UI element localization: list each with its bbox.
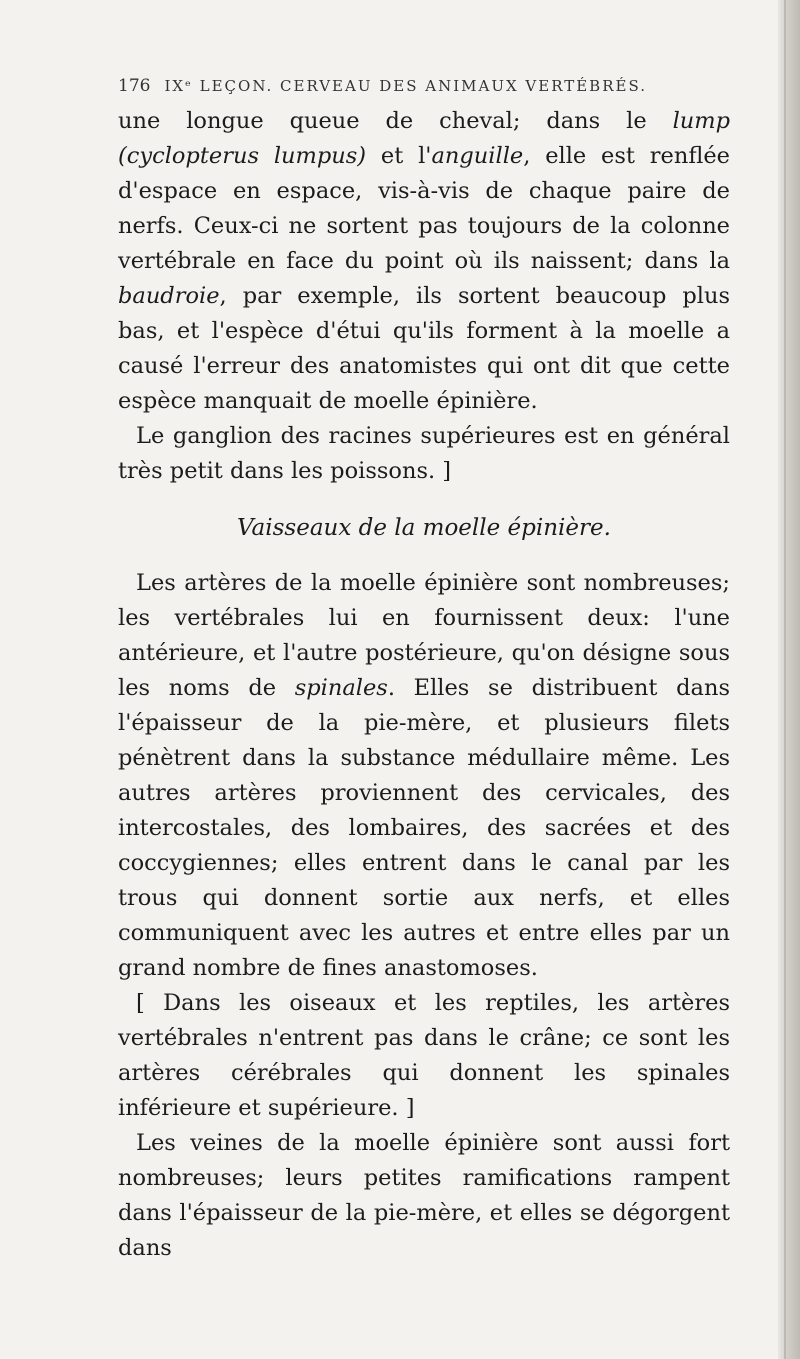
paragraph-3	[118, 566, 730, 986]
page-edge	[778, 0, 800, 1359]
page-text	[118, 76, 730, 1266]
p3-italic-1: spinales	[294, 675, 388, 701]
paragraph-4: [ Dans les oiseaux et les reptiles, les artères vertébrales n'entrent pas dans le crâne; ce sont les artères cérébrales qui donnent les spinales inférieure et supérieure. ]	[118, 990, 730, 1121]
p1-text-2: et l'	[366, 143, 432, 169]
p1-italic-3: baudroie	[118, 283, 220, 309]
paragraph-5: Les veines de la moelle épinière sont aussi fort nombreuses; leurs petites ramifications rampent dans l'épaisseur de la pie-mère, et elles se dégorgent dans	[118, 1130, 730, 1261]
section-title: Vaisseaux de la moelle épinière.	[237, 515, 611, 541]
p1-text-3: , elle est renflée d'espace en espace, vis-à-vis de chaque paire de nerfs. Ceux-ci ne sortent pas toujours de la colonne vertébrale en face du point où ils naissent; dans la	[118, 143, 730, 274]
p1-text-1: une longue queue de cheval; dans le	[118, 108, 673, 134]
p1-italic-1: lump (cyclopterus lumpus)	[118, 108, 730, 169]
p3-text-1: Les artères de la moelle épinière sont nombreuses; les vertébrales lui en fournissent deux: l'une antérieure, et l'autre postérieure, qu'on désigne sous les noms de	[118, 570, 730, 701]
p1-italic-2: anguille	[431, 143, 524, 169]
p3-text-2: . Elles se distribuent dans l'épaisseur de la pie-mère, et plusieurs filets pénètrent dans la substance médullaire même. Les autres artères proviennent des cervicales, des intercostales, des lombaires, des sacrées et des coccygiennes; elles entrent dans le canal par les trous qui donnent sortie aux nerfs, et elles communiquent avec les autres et entre elles par un grand nombre de fines anastomoses.	[118, 675, 730, 981]
page-number: 176	[118, 76, 151, 96]
running-title: IXᵉ LEÇON. CERVEAU DES ANIMAUX VERTÉBRÉS.	[164, 77, 647, 95]
running-header	[118, 76, 730, 96]
paragraph-2: Le ganglion des racines supérieures est en général très petit dans les poissons. ]	[118, 423, 730, 484]
paragraph-1	[118, 104, 730, 419]
p1-text-4: , par exemple, ils sortent beaucoup plus bas, et l'espèce d'étui qu'ils forment à la moelle a causé l'erreur des anatomistes qui ont dit que cette espèce manquait de moelle épinière.	[118, 283, 730, 414]
